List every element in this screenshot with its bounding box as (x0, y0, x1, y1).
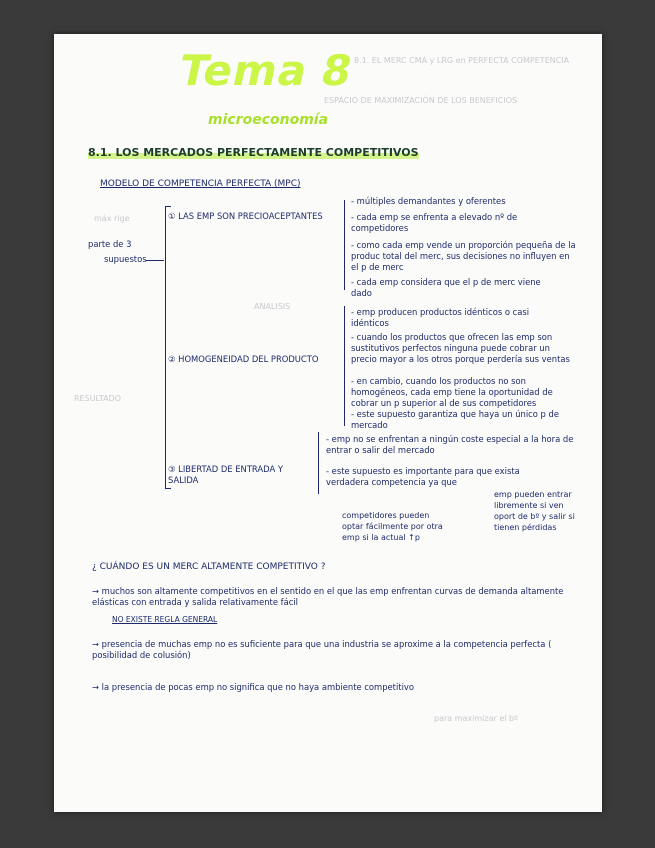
left-note-line1: parte de 3 (88, 239, 132, 249)
supuesto-3-point: - emp no se enfrentan a ningún coste especial a la hora de entrar o salir del mercado (326, 434, 574, 455)
bleed-through-text: ANALISIS (254, 302, 291, 311)
question-item: → muchos son altamente competitivos en el sentido en el que las emp enfrentan curvas de demanda altamente elásticas con entrada y salida relativamente fácil (92, 586, 564, 607)
section-heading (88, 146, 419, 159)
supuestos-bracket (165, 206, 166, 488)
question-item: → la presencia de pocas emp no significa que no haya ambiente competitivo (92, 682, 414, 692)
supuesto-2-point: - emp producen productos idénticos o casi idénticos (351, 307, 530, 328)
supuesto-3-label: ③ LIBERTAD DE ENTRADA Y SALIDA (168, 464, 283, 485)
model-heading: MODELO DE COMPETENCIA PERFECTA (MPC) (100, 179, 301, 189)
section-heading-text: 8.1. LOS MERCADOS PERFECTAMENTE COMPETITIVOS (88, 146, 419, 159)
notebook-page (54, 34, 602, 812)
left-note-line2: supuestos (104, 254, 147, 264)
supuesto-3-bracket (318, 432, 319, 494)
supuesto-2-bracket (344, 306, 345, 426)
bleed-through-text: ESPACIO DE MAXIMIZACIÓN DE LOS BENEFICIOS (324, 96, 518, 105)
supuesto-2-point: - cuando los productos que ofrecen las emp son sustitutivos perfectos ninguna puede cobrar un precio mayor a los otros porque perdería sus ventas (351, 332, 570, 364)
supuesto-1-bracket (344, 200, 345, 290)
supuesto-3-annotation-right: emp pueden entrar libremente si ven oport de bº y salir si tienen pérdidas (494, 490, 575, 532)
page-subtitle: microeconomía (208, 112, 329, 128)
bracket-tick (165, 488, 171, 489)
supuesto-1-point: - múltiples demandantes y oferentes (351, 196, 506, 206)
supuesto-2-point: - en cambio, cuando los productos no son homogéneos, cada emp tiene la oportunidad de cobrar un p superior al de sus competidores (351, 376, 553, 408)
supuesto-2-label: ② HOMOGENEIDAD DEL PRODUCTO (168, 354, 319, 364)
supuesto-1-point: - cada emp se enfrenta a elevado nº de competidores (351, 212, 518, 233)
connector-line (146, 260, 164, 261)
supuesto-1-point: - cada emp considera que el p de merc viene dado (351, 277, 541, 298)
question-item: → presencia de muchas emp no es suficiente para que una industria se aproxime a la competencia perfecta ( posibilidad de colusión) (92, 639, 552, 660)
supuesto-1-point: - como cada emp vende un proporción pequeña de la produc total del merc, sus decisiones no influyen en el p de merc (351, 240, 576, 272)
supuesto-3-point: - este supuesto es importante para que exista verdadera competencia ya que (326, 466, 520, 487)
question-item: NO EXISTE REGLA GENERAL (112, 615, 218, 624)
bleed-through-text: 8.1. EL MERC CMA y LRG en PERFECTA COMPETENCIA (354, 56, 570, 65)
bracket-tick (165, 206, 171, 207)
bleed-through-text: RESULTADO (74, 394, 122, 403)
page-title-word: Tema (174, 46, 313, 95)
page-title-number: 8 (316, 46, 357, 95)
supuesto-3-annotation-left: competidores pueden optar fácilmente por otra emp si la actual ↑p (342, 511, 443, 542)
bleed-through-text: máx rige (94, 214, 130, 223)
question-heading: ¿ CUÁNDO ES UN MERC ALTAMENTE COMPETITIVO ? (92, 562, 326, 572)
supuesto-1-label: ① LAS EMP SON PRECIOACEPTANTES (168, 211, 323, 221)
bleed-through-text: para maximizar el bº (434, 714, 518, 723)
supuesto-2-point: - este supuesto garantiza que haya un único p de mercado (351, 409, 560, 430)
